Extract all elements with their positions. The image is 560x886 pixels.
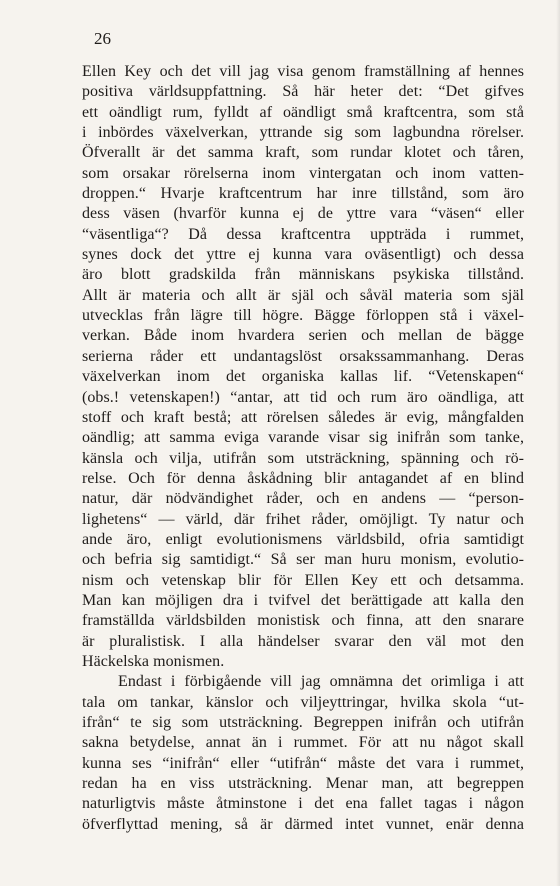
text-line: synes dock det yttre ej kunna vara oväsentligt) och dessa bbox=[82, 246, 524, 264]
text-line: (obs.! vetenskapen!) “antar, att tid och rum äro oändliga, att bbox=[82, 388, 524, 406]
text-line: Ellen Key och det vill jag visa genom framställning af hennes bbox=[82, 63, 524, 80]
text-line: “väsentliga“? Då dessa kraftcentra uppträda i rummet, bbox=[82, 225, 524, 243]
text-line: nism och vetenskap blir för Ellen Key ett och detsamma. bbox=[82, 571, 524, 589]
text-line: och befria sig samtidigt.“ Så ser man huru monism, evolutio- bbox=[82, 551, 524, 569]
text-line: Öfverallt är det samma kraft, som rundar klotet och tåren, bbox=[82, 144, 524, 162]
text-line: oändlig; att samma eviga varande visar sig inifrån som tanke, bbox=[82, 429, 524, 447]
text-line: ett oändligt rum, fylldt af oändligt små kraftcentra, som stå bbox=[82, 103, 524, 121]
text-line: relse. Och för denna åskådning blir antagandet af en blind bbox=[82, 469, 524, 487]
text-line: känsla och vilja, utifrån som utsträckning, spänning och rö- bbox=[82, 449, 524, 467]
text-line: positiva världsuppfattning. Så här heter det: “Det gifves bbox=[82, 83, 524, 101]
text-line: Allt är materia och allt är själ och såväl materia som själ bbox=[82, 286, 524, 304]
text-line: redan ha en viss utsträckning. Menar man, att begreppen bbox=[82, 775, 524, 793]
text-line: serierna råder ett undantagslöst orsakssammanhang. Deras bbox=[82, 347, 524, 365]
text-line: naturligtvis måste åtminstone i det ena fallet tagas i någon bbox=[82, 795, 524, 813]
paragraph-first-line: Endast i förbigående vill jag omnämna det orimliga i att bbox=[118, 673, 524, 691]
text-line: är pluralistisk. I alla händelser svarar den väl mot den bbox=[82, 632, 524, 650]
text-line: natur, där nödvändighet råder, och en andens — “person- bbox=[82, 490, 524, 508]
body-text bbox=[82, 62, 524, 835]
text-line: sakna betydelse, annat än i rummet. För att nu något skall bbox=[82, 734, 524, 752]
page-number: 26 bbox=[94, 29, 111, 48]
page-edge-shadow bbox=[556, 0, 560, 886]
text-line: dess väsen (hvarför kunna ej de yttre vara “väsen“ eller bbox=[82, 205, 524, 223]
text-line: växelverkan inom det organiska kallas lif. “Vetenskapen“ bbox=[82, 368, 524, 386]
text-line: Häckelska monismen. bbox=[82, 652, 225, 670]
text-line: tala om tankar, känslor och viljeyttringar, hvilka skola “ut- bbox=[82, 693, 524, 711]
text-line: utvecklas från lägre till högre. Bägge förloppen stå i växel- bbox=[82, 307, 524, 325]
text-line: öfverflyttad mening, så är därmed intet vunnet, enär denna bbox=[82, 815, 524, 833]
text-line: droppen.“ Hvarje kraftcentrum har inre tillstånd, som äro bbox=[82, 185, 524, 203]
text-line: kunna ses “inifrån“ eller “utifrån“ måste det vara i rummet, bbox=[82, 754, 524, 772]
text-line: ifrån“ te sig som utsträckning. Begreppen inifrån och utifrån bbox=[82, 714, 524, 731]
text-line: verkan. Både inom hvardera serien och mellan de bägge bbox=[82, 327, 524, 345]
text-line: framställda världsbilden monistisk och finna, att den snarare bbox=[82, 612, 524, 630]
text-line: Man kan möjligen dra i tvifvel det berättigade att kalla den bbox=[82, 591, 524, 609]
text-line: i inbördes växelverkan, yttrande sig som lagbundna rörelser. bbox=[82, 124, 524, 142]
text-line: äro blott gradskilda från människans psykiska tillstånd. bbox=[82, 266, 524, 284]
text-line: som orsakar rörelserna inom vintergatan och inom vatten- bbox=[82, 164, 524, 182]
text-line: stoff och kraft bestå; att rörelsen således är evig, mångfalden bbox=[82, 408, 524, 426]
text-line: ande äro, enligt evolutionismens världsbild, ofria samtidigt bbox=[82, 530, 524, 548]
text-line: lighetens“ — värld, där frihet råder, omöjligt. Ty natur och bbox=[82, 510, 524, 528]
